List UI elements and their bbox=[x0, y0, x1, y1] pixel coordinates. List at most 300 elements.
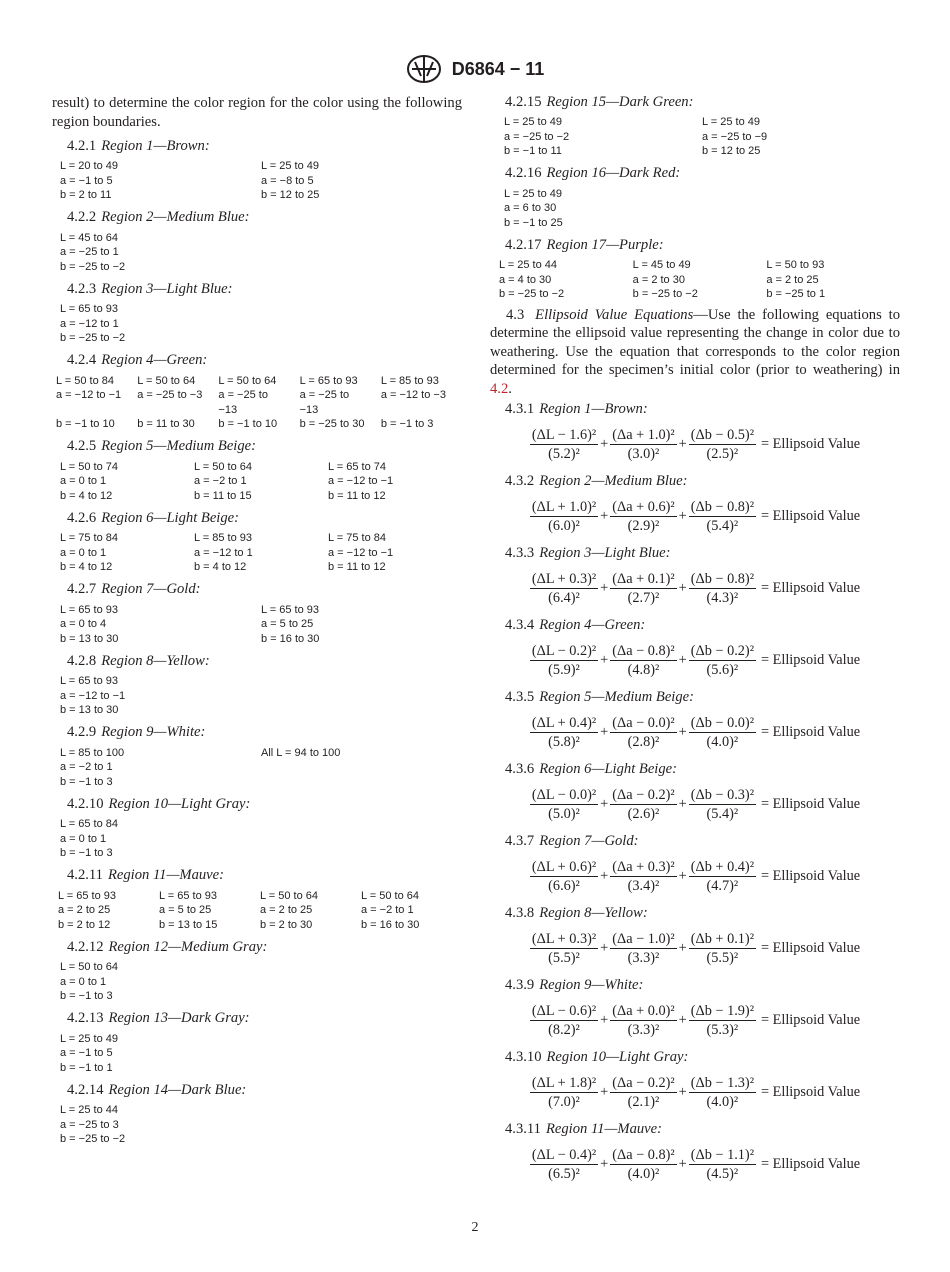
fraction bbox=[689, 426, 756, 463]
numerator: (ΔL − 1.6)² bbox=[531, 426, 597, 443]
boundary-value: b = −25 to −2 bbox=[60, 260, 126, 273]
fraction bbox=[689, 786, 756, 823]
region-boundaries bbox=[490, 258, 900, 302]
region-heading bbox=[505, 236, 900, 254]
boundary-value: L = 50 to 64 bbox=[361, 889, 420, 902]
boundary-column bbox=[261, 159, 462, 203]
plus-sign: + bbox=[678, 507, 687, 524]
boundary-column bbox=[766, 258, 900, 302]
boundary-value: a = 4 to 30 bbox=[499, 273, 552, 286]
fraction bbox=[530, 1074, 598, 1111]
equals-ellipsoid-value: = Ellipsoid Value bbox=[760, 939, 861, 956]
boundary-column bbox=[56, 374, 123, 432]
denominator: (5.3)² bbox=[706, 1021, 739, 1038]
boundary-value: L = 50 to 64 bbox=[194, 460, 253, 473]
boundary-value: b = −25 to −2 bbox=[60, 1133, 126, 1145]
numerator: (Δb − 0.8)² bbox=[690, 570, 754, 587]
boundary-value: L = 65 to 84 bbox=[60, 818, 119, 830]
boundary-value: L = 25 to 44 bbox=[499, 259, 558, 271]
boundary-value: L = 50 to 64 bbox=[260, 889, 319, 902]
boundary-value: L = 65 to 93 bbox=[60, 303, 119, 315]
region-number: 4.2.17 bbox=[505, 236, 542, 253]
boundary-value: b = 2 to 11 bbox=[60, 189, 112, 201]
denominator: (6.5)² bbox=[548, 1165, 580, 1182]
section-end: . bbox=[508, 380, 512, 397]
boundary-column bbox=[499, 258, 633, 302]
region-number: 4.2.2 bbox=[67, 209, 97, 225]
region-number: 4.2.10 bbox=[67, 795, 104, 812]
equation-title: Region 6—Light Beige: bbox=[539, 761, 677, 777]
denominator: (8.2)² bbox=[548, 1021, 580, 1038]
region-title: Region 17—Purple: bbox=[546, 236, 664, 253]
region-number: 4.2.9 bbox=[67, 724, 97, 740]
region-list bbox=[52, 137, 462, 1147]
plus-sign: + bbox=[600, 1083, 609, 1100]
ellipsoid-equation bbox=[490, 784, 900, 824]
boundary-value: b = 4 to 12 bbox=[60, 489, 113, 502]
denominator: (5.4)² bbox=[706, 805, 739, 822]
denominator: (4.5)² bbox=[706, 1165, 739, 1182]
section-title: Ellipsoid Value Equations bbox=[535, 306, 694, 323]
equation-number: 4.3.10 bbox=[505, 1049, 542, 1065]
numerator: (Δb − 1.3)² bbox=[690, 1074, 754, 1091]
plus-sign: + bbox=[678, 723, 687, 740]
fraction bbox=[530, 426, 598, 463]
section-4-3-paragraph bbox=[490, 306, 900, 399]
region-number: 4.2.1 bbox=[67, 137, 97, 154]
equation-heading bbox=[505, 760, 900, 778]
numerator: (ΔL − 0.0)² bbox=[531, 786, 597, 803]
denominator: (5.4)² bbox=[706, 517, 739, 534]
boundary-value: a = 2 to 25 bbox=[766, 273, 819, 286]
section-link-4-2[interactable]: 4.2 bbox=[490, 380, 509, 397]
fraction bbox=[610, 1146, 676, 1183]
fraction bbox=[610, 498, 676, 535]
fraction bbox=[610, 1074, 676, 1111]
equation-heading bbox=[505, 400, 900, 418]
equation-number: 4.3.1 bbox=[505, 401, 535, 417]
equation-number: 4.3.7 bbox=[505, 833, 535, 849]
boundary-value: b = 11 to 15 bbox=[194, 489, 252, 502]
equation-heading bbox=[505, 904, 900, 922]
boundary-column bbox=[60, 674, 278, 718]
region-heading bbox=[67, 652, 462, 670]
region-heading bbox=[67, 437, 462, 455]
numerator: (Δb − 0.5)² bbox=[690, 426, 754, 443]
page-header bbox=[0, 54, 950, 86]
boundary-value: L = 50 to 64 bbox=[137, 374, 196, 387]
fraction bbox=[689, 1146, 756, 1183]
ellipsoid-equation bbox=[490, 1144, 900, 1184]
boundary-column bbox=[60, 817, 278, 861]
boundary-value: L = 65 to 93 bbox=[261, 603, 320, 616]
boundary-value: b = −25 to −2 bbox=[60, 332, 126, 344]
boundary-value: L = 75 to 84 bbox=[328, 532, 387, 544]
denominator: (3.4)² bbox=[627, 877, 660, 894]
equals-ellipsoid-value: = Ellipsoid Value bbox=[760, 435, 861, 452]
region-number: 4.2.8 bbox=[67, 652, 97, 669]
denominator: (2.6)² bbox=[627, 805, 660, 822]
fraction bbox=[689, 570, 756, 607]
boundary-value: L = 85 to 93 bbox=[380, 374, 439, 387]
intro-paragraph: result) to determine the color region for the color using the following region boundaries. bbox=[52, 95, 462, 130]
boundary-value: b = 4 to 12 bbox=[194, 561, 247, 573]
region-title: Region 13—Dark Gray: bbox=[108, 1010, 250, 1026]
equation-heading bbox=[505, 688, 900, 706]
equation-heading bbox=[505, 616, 900, 634]
equals-ellipsoid-value: = Ellipsoid Value bbox=[760, 579, 861, 596]
region-number: 4.2.14 bbox=[67, 1081, 104, 1098]
equation-title: Region 9—White: bbox=[539, 977, 644, 993]
equals-ellipsoid-value: = Ellipsoid Value bbox=[760, 867, 861, 884]
fraction bbox=[530, 1146, 598, 1183]
plus-sign: + bbox=[600, 867, 609, 884]
boundary-column bbox=[361, 889, 462, 933]
equation-number: 4.3.5 bbox=[505, 689, 535, 705]
region-boundaries bbox=[52, 231, 462, 275]
plus-sign: + bbox=[600, 939, 609, 956]
plus-sign: + bbox=[678, 939, 687, 956]
numerator: (ΔL − 0.6)² bbox=[531, 1002, 597, 1019]
region-heading bbox=[67, 137, 462, 155]
boundary-column bbox=[300, 374, 367, 432]
numerator: (Δa − 0.8)² bbox=[612, 1146, 675, 1163]
numerator: (ΔL + 0.6)² bbox=[531, 858, 597, 875]
region-title: Region 5—Medium Beige: bbox=[101, 438, 256, 454]
fraction bbox=[689, 930, 756, 967]
fraction bbox=[689, 714, 756, 751]
ellipsoid-equation bbox=[490, 568, 900, 608]
fraction bbox=[689, 642, 756, 679]
boundary-column bbox=[60, 531, 194, 575]
boundary-value: L = 65 to 74 bbox=[328, 460, 387, 473]
boundary-value: L = 25 to 49 bbox=[504, 187, 563, 200]
boundary-value: b = −25 to 30 bbox=[299, 418, 365, 430]
region-heading bbox=[67, 1009, 462, 1027]
region-heading bbox=[67, 795, 462, 813]
boundary-value: L = 50 to 74 bbox=[60, 460, 119, 473]
boundary-column bbox=[261, 746, 462, 790]
boundary-value: b = 13 to 15 bbox=[159, 918, 218, 931]
region-title: Region 3—Light Blue: bbox=[101, 280, 233, 297]
fraction bbox=[610, 1002, 676, 1039]
region-boundaries bbox=[490, 187, 900, 231]
ellipsoid-equation bbox=[490, 712, 900, 752]
standard-designation: D6864 − 11 bbox=[451, 58, 545, 79]
equals-ellipsoid-value: = Ellipsoid Value bbox=[760, 1011, 861, 1028]
region-title: Region 14—Dark Blue: bbox=[108, 1081, 247, 1098]
plus-sign: + bbox=[678, 1155, 687, 1172]
region-heading bbox=[67, 1081, 462, 1099]
boundary-value: a = −12 to 1 bbox=[60, 317, 119, 330]
boundary-value: a = −25 to −3 bbox=[137, 389, 203, 401]
boundary-column bbox=[194, 531, 328, 575]
boundary-value: a = −25 to 1 bbox=[60, 246, 119, 258]
boundary-value: L = 50 to 64 bbox=[218, 374, 277, 387]
numerator: (ΔL + 0.3)² bbox=[531, 570, 597, 587]
astm-logo-icon bbox=[406, 54, 442, 84]
ellipsoid-equation bbox=[490, 1072, 900, 1112]
equation-number: 4.3.9 bbox=[505, 977, 535, 993]
region-boundaries bbox=[52, 817, 462, 861]
denominator: (5.8)² bbox=[548, 733, 580, 750]
boundary-column bbox=[60, 960, 278, 1004]
denominator: (2.1)² bbox=[627, 1093, 660, 1110]
boundary-value: b = −1 to 10 bbox=[56, 418, 115, 430]
equation-title: Region 7—Gold: bbox=[539, 833, 639, 849]
boundary-value: a = −25 to 3 bbox=[60, 1118, 119, 1131]
ellipsoid-equation bbox=[490, 496, 900, 536]
boundary-value: a = −12 to −1 bbox=[328, 546, 394, 559]
boundary-value: b = −1 to 3 bbox=[60, 847, 113, 859]
numerator: (Δb + 0.4)² bbox=[690, 858, 754, 875]
boundary-column bbox=[504, 115, 702, 159]
ellipsoid-equation bbox=[490, 424, 900, 464]
region-title: Region 8—Yellow: bbox=[101, 652, 210, 669]
fraction bbox=[530, 714, 598, 751]
numerator: (Δb − 1.9)² bbox=[690, 1002, 754, 1019]
numerator: (Δa + 0.3)² bbox=[612, 858, 675, 875]
denominator: (6.4)² bbox=[548, 589, 580, 606]
denominator: (5.5)² bbox=[706, 949, 739, 966]
equals-ellipsoid-value: = Ellipsoid Value bbox=[760, 723, 861, 740]
boundary-value: b = 13 to 30 bbox=[60, 632, 119, 645]
region-number: 4.2.6 bbox=[67, 509, 97, 526]
ellipsoid-equation bbox=[490, 928, 900, 968]
left-column bbox=[52, 94, 462, 1147]
fraction bbox=[610, 642, 676, 679]
numerator: (Δb − 0.3)² bbox=[690, 786, 754, 803]
boundary-value: L = 25 to 44 bbox=[60, 1104, 119, 1116]
region-heading bbox=[67, 208, 462, 226]
region-number: 4.2.12 bbox=[67, 938, 104, 955]
region-heading bbox=[67, 580, 462, 598]
numerator: (Δa + 0.6)² bbox=[612, 498, 675, 515]
denominator: (5.6)² bbox=[706, 661, 739, 678]
numerator: (ΔL + 1.0)² bbox=[531, 498, 597, 515]
boundary-column bbox=[60, 1103, 278, 1147]
denominator: (5.5)² bbox=[548, 949, 580, 966]
boundary-column bbox=[504, 187, 708, 231]
boundary-column bbox=[218, 374, 285, 432]
boundary-value: L = 50 to 64 bbox=[60, 961, 119, 973]
region-boundaries bbox=[52, 746, 462, 790]
numerator: (Δa + 0.1)² bbox=[612, 570, 675, 587]
region-boundaries bbox=[52, 460, 462, 504]
numerator: (Δb − 0.0)² bbox=[690, 714, 754, 731]
denominator: (5.0)² bbox=[548, 805, 580, 822]
region-heading bbox=[67, 723, 462, 741]
fraction bbox=[530, 570, 598, 607]
fraction bbox=[610, 570, 676, 607]
boundary-value: L = 85 to 93 bbox=[194, 532, 253, 544]
plus-sign: + bbox=[600, 723, 609, 740]
boundary-value: b = −1 to 3 bbox=[380, 418, 434, 430]
boundary-value: L = 65 to 93 bbox=[60, 675, 119, 687]
boundary-value: a = 2 to 25 bbox=[58, 904, 111, 916]
boundary-value: b = −25 to −2 bbox=[632, 288, 698, 300]
boundary-value: b = 11 to 30 bbox=[137, 418, 195, 430]
boundary-value: a = −25 to −13 bbox=[299, 389, 350, 416]
numerator: (ΔL + 0.4)² bbox=[531, 714, 597, 731]
fraction bbox=[530, 858, 598, 895]
fraction bbox=[610, 426, 676, 463]
denominator: (6.0)² bbox=[548, 517, 580, 534]
boundary-value: b = 4 to 12 bbox=[60, 561, 113, 573]
plus-sign: + bbox=[600, 1155, 609, 1172]
region-number: 4.2.3 bbox=[67, 280, 97, 297]
numerator: (Δa − 0.2)² bbox=[612, 1074, 675, 1091]
boundary-value: a = 5 to 25 bbox=[159, 904, 212, 916]
equals-ellipsoid-value: = Ellipsoid Value bbox=[760, 1083, 861, 1100]
numerator: (Δa + 0.0)² bbox=[612, 1002, 675, 1019]
boundary-column bbox=[702, 115, 900, 159]
denominator: (4.8)² bbox=[627, 661, 660, 678]
boundary-column bbox=[328, 460, 462, 504]
region-boundaries bbox=[52, 374, 462, 432]
boundary-value: b = −25 to −2 bbox=[499, 288, 565, 300]
denominator: (2.9)² bbox=[627, 517, 660, 534]
numerator: (Δb − 0.8)² bbox=[690, 498, 754, 515]
region-heading bbox=[505, 164, 900, 182]
equation-heading bbox=[505, 1048, 900, 1066]
boundary-column bbox=[60, 603, 261, 647]
denominator: (4.0)² bbox=[706, 733, 739, 750]
ellipsoid-equation bbox=[490, 1000, 900, 1040]
boundary-column bbox=[60, 231, 278, 275]
region-boundaries bbox=[52, 603, 462, 647]
equation-title: Region 1—Brown: bbox=[539, 401, 648, 417]
boundary-value: a = −25 to −13 bbox=[218, 389, 268, 416]
region-heading bbox=[67, 509, 462, 527]
numerator: (Δb − 1.1)² bbox=[690, 1146, 754, 1163]
plus-sign: + bbox=[600, 435, 609, 452]
boundary-value: a = −12 to −1 bbox=[60, 689, 126, 702]
plus-sign: + bbox=[678, 867, 687, 884]
boundary-column bbox=[328, 531, 462, 575]
fraction bbox=[530, 642, 598, 679]
equation-heading bbox=[505, 1120, 900, 1138]
fraction bbox=[689, 1002, 756, 1039]
region-number: 4.2.15 bbox=[505, 93, 542, 110]
boundary-value: a = −12 to −1 bbox=[328, 475, 394, 487]
plus-sign: + bbox=[600, 1011, 609, 1028]
equation-title: Region 4—Green: bbox=[539, 617, 646, 633]
boundary-column bbox=[633, 258, 767, 302]
boundary-column bbox=[260, 889, 361, 933]
region-number: 4.2.5 bbox=[67, 438, 97, 454]
boundary-value: a = −25 to −9 bbox=[702, 130, 768, 143]
numerator: (ΔL − 0.2)² bbox=[531, 642, 597, 659]
boundary-column bbox=[60, 302, 278, 346]
region-title: Region 12—Medium Gray: bbox=[108, 938, 268, 955]
equation-list bbox=[490, 400, 900, 1184]
boundary-column bbox=[159, 889, 260, 933]
boundary-value: a = 0 to 1 bbox=[60, 975, 107, 988]
boundary-column bbox=[137, 374, 204, 432]
boundary-value: L = 85 to 100 bbox=[60, 746, 125, 759]
region-heading bbox=[67, 351, 462, 369]
equation-title: Region 11—Mauve: bbox=[545, 1121, 662, 1137]
fraction bbox=[689, 858, 756, 895]
denominator: (2.7)² bbox=[627, 589, 660, 606]
boundary-value: a = 0 to 4 bbox=[60, 618, 107, 630]
region-heading bbox=[67, 938, 462, 956]
denominator: (4.0)² bbox=[706, 1093, 739, 1110]
boundary-value: L = 45 to 64 bbox=[60, 231, 119, 244]
region-number: 4.2.4 bbox=[67, 352, 97, 368]
equation-number: 4.3.3 bbox=[505, 545, 535, 561]
region-boundaries bbox=[52, 531, 462, 575]
boundary-value: L = 25 to 49 bbox=[60, 1032, 119, 1045]
region-number: 4.2.7 bbox=[67, 581, 97, 597]
plus-sign: + bbox=[678, 1083, 687, 1100]
denominator: (3.3)² bbox=[627, 1021, 660, 1038]
equation-title: Region 5—Medium Beige: bbox=[539, 689, 694, 705]
region-boundaries bbox=[52, 159, 462, 203]
denominator: (5.9)² bbox=[548, 661, 580, 678]
boundary-value: L = 65 to 93 bbox=[58, 889, 117, 902]
numerator: (Δb + 0.1)² bbox=[690, 930, 754, 947]
region-boundaries bbox=[490, 115, 900, 159]
boundary-column bbox=[60, 460, 194, 504]
boundary-value: a = −12 to 1 bbox=[194, 546, 253, 559]
plus-sign: + bbox=[678, 651, 687, 668]
boundary-value: All L = 94 to 100 bbox=[261, 746, 341, 759]
plus-sign: + bbox=[600, 579, 609, 596]
boundary-column bbox=[60, 746, 261, 790]
region-title: Region 11—Mauve: bbox=[107, 867, 224, 883]
boundary-value: b = 16 to 30 bbox=[261, 632, 320, 645]
boundary-value: b = 16 to 30 bbox=[361, 918, 420, 931]
boundary-value: L = 65 to 93 bbox=[299, 374, 358, 387]
region-number: 4.2.16 bbox=[505, 165, 542, 181]
region-number: 4.2.13 bbox=[67, 1010, 104, 1026]
boundary-value: a = −1 to 5 bbox=[60, 1047, 113, 1059]
section-number: 4.3 bbox=[506, 306, 525, 323]
region-title: Region 9—White: bbox=[101, 724, 206, 740]
boundary-value: a = 2 to 25 bbox=[260, 904, 313, 916]
plus-sign: + bbox=[678, 435, 687, 452]
boundary-value: L = 25 to 49 bbox=[261, 160, 320, 172]
numerator: (Δa − 0.8)² bbox=[612, 642, 675, 659]
boundary-value: L = 75 to 84 bbox=[60, 532, 119, 544]
fraction bbox=[530, 1002, 598, 1039]
boundary-value: a = −12 to −1 bbox=[56, 389, 122, 401]
boundary-value: b = 2 to 30 bbox=[260, 918, 313, 931]
fraction bbox=[530, 786, 598, 823]
numerator: (ΔL + 0.3)² bbox=[531, 930, 597, 947]
region-title: Region 10—Light Gray: bbox=[108, 795, 251, 812]
numerator: (Δb − 0.2)² bbox=[690, 642, 754, 659]
equation-number: 4.3.6 bbox=[505, 761, 535, 777]
denominator: (4.0)² bbox=[627, 1165, 660, 1182]
boundary-value: L = 25 to 49 bbox=[702, 116, 761, 128]
equation-title: Region 3—Light Blue: bbox=[539, 545, 671, 561]
boundary-value: a = −25 to −2 bbox=[504, 130, 570, 143]
region-title: Region 1—Brown: bbox=[101, 137, 210, 154]
boundary-value: b = 13 to 30 bbox=[60, 704, 119, 716]
boundary-value: a = 0 to 1 bbox=[60, 475, 107, 487]
ellipsoid-equation bbox=[490, 856, 900, 896]
region-heading bbox=[67, 280, 462, 298]
boundary-value: b = 12 to 25 bbox=[702, 145, 761, 157]
plus-sign: + bbox=[678, 579, 687, 596]
region-number: 4.2.11 bbox=[67, 867, 103, 883]
page-number: 2 bbox=[471, 1220, 479, 1235]
boundary-column bbox=[194, 460, 328, 504]
plus-sign: + bbox=[600, 795, 609, 812]
